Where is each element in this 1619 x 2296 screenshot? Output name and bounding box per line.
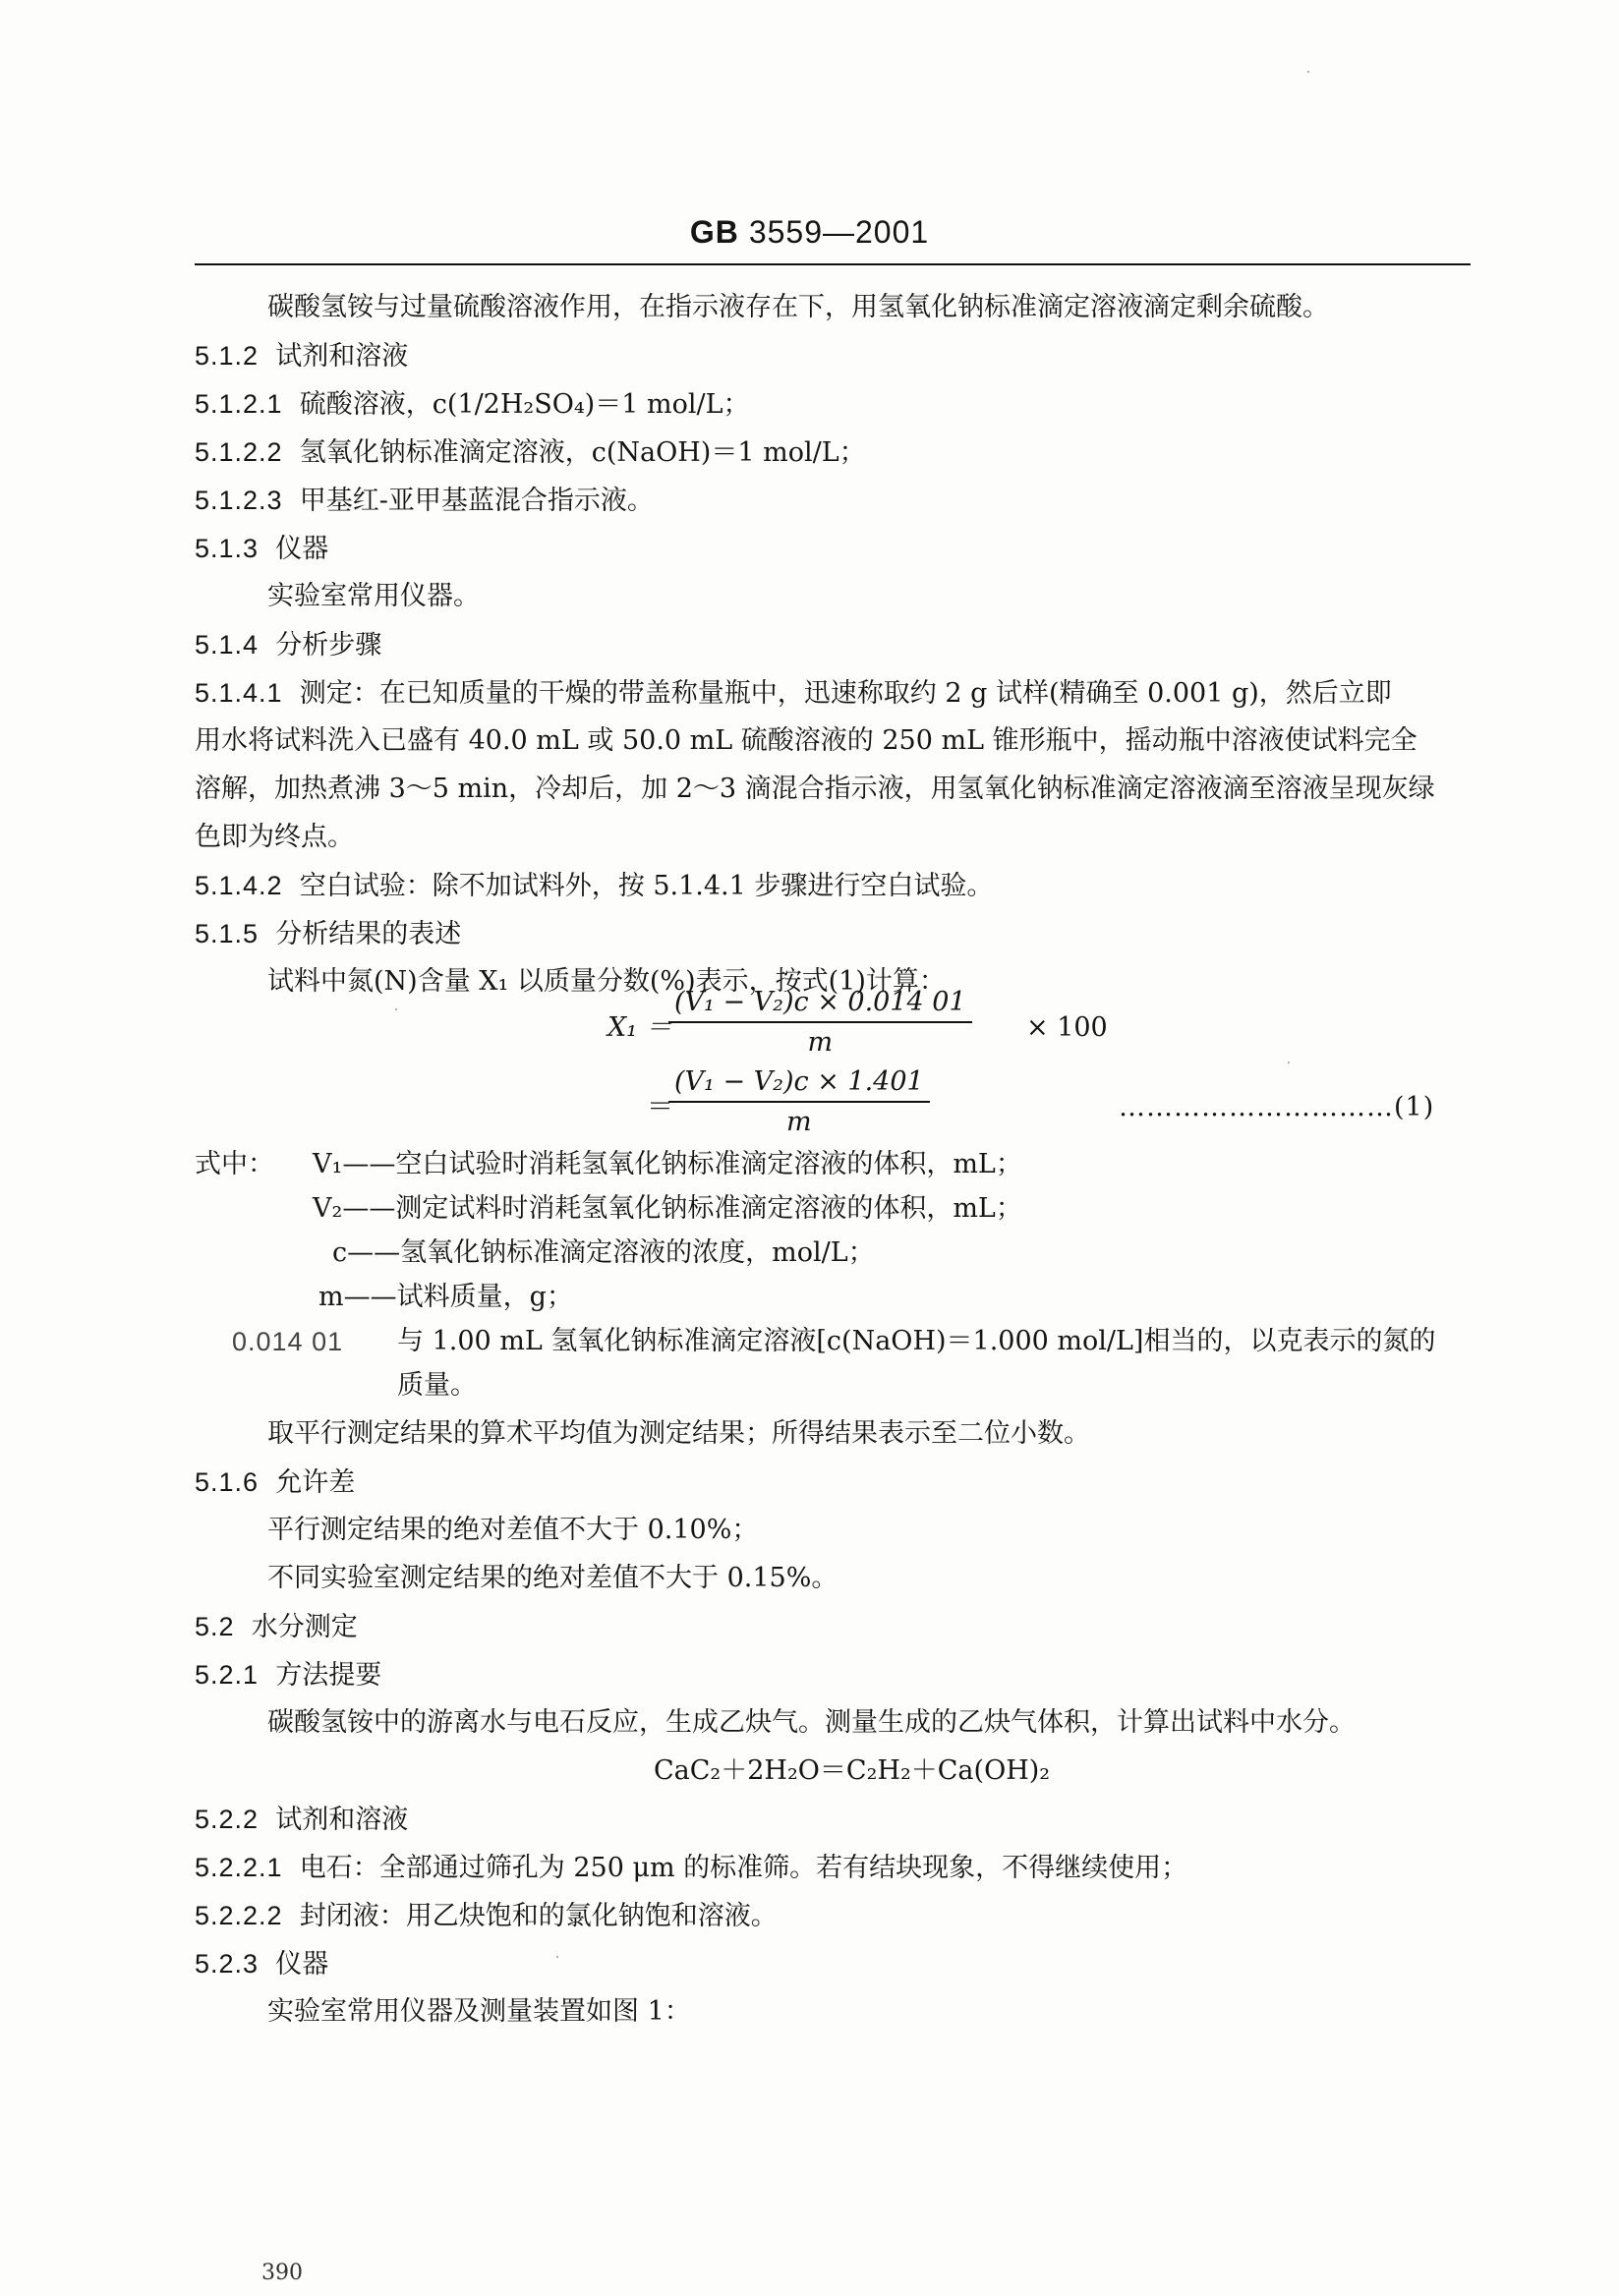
section-5-1-3 [195, 532, 328, 566]
where-v1: V₁——空白试验时消耗氢氧化钠标准滴定溶液的体积，mL； [313, 1149, 1022, 1179]
section-number: 5.1.4.2 [195, 871, 283, 900]
section-number: 5.1.4 [195, 630, 260, 660]
section-5-2-3-body: 实验室常用仪器及测量装置如图 1： [267, 1996, 691, 2027]
section-text: 空白试验：除不加试料外，按 5.1.4.1 步骤进行空白试验。 [299, 871, 994, 901]
section-text: 甲基红-亚甲基蓝混合指示液。 [299, 486, 654, 516]
scan-speck [1288, 1062, 1290, 1063]
where-v2: V₂——测定试料时消耗氢氧化钠标准滴定溶液的体积，mL； [313, 1193, 1022, 1224]
section-title: 水分测定 [251, 1612, 358, 1642]
section-title: 允许差 [275, 1467, 356, 1498]
formula-numerator-2: (V₁ − V₂)c × 1.401 [668, 1066, 930, 1103]
section-title: 分析结果的表述 [275, 919, 462, 949]
section-title: 仪器 [275, 1949, 329, 1980]
section-5-2-1 [195, 1658, 381, 1693]
section-number: 5.1.2.3 [195, 486, 283, 515]
section-5-2-2 [195, 1803, 408, 1837]
section-5-2 [195, 1610, 358, 1644]
section-5-1-6 [195, 1465, 355, 1500]
section-5-1-4 [195, 628, 381, 662]
section-number: 5.1.3 [195, 534, 260, 563]
section-text: 封闭液：用乙炔饱和的氯化钠饱和溶液。 [299, 1901, 778, 1931]
where-k-line2: 质量。 [397, 1370, 477, 1401]
section-text: 硫酸溶液，c(1/2H₂SO₄)＝1 mol/L； [299, 389, 750, 420]
formula-intro: 试料中氮(N)含量 X₁ 以质量分数(%)表示，按式(1)计算： [267, 966, 946, 997]
document-header [0, 214, 1619, 251]
section-title: 仪器 [275, 534, 329, 564]
formula-denominator-2: m [786, 1107, 812, 1137]
tolerance-line2: 不同实验室测定结果的绝对差值不大于 0.15%。 [267, 1563, 838, 1593]
section-title: 试剂和溶液 [275, 1805, 409, 1835]
where-k-symbol: 0.014 01 [232, 1327, 344, 1356]
method-summary-text: 碳酸氢铵与过量硫酸溶液作用，在指示液存在下，用氢氧化钠标准滴定溶液滴定剩余硫酸。 [267, 292, 1329, 322]
where-k-line1: 与 1.00 mL 氢氧化钠标准滴定溶液[c(NaOH)＝1.000 mol/L]相当的，以克表示的氮的 [397, 1326, 1436, 1356]
section-5-2-2-1 [195, 1851, 1187, 1885]
formula-lhs: X₁ ＝ [607, 1012, 672, 1043]
section-number: 5.1.5 [195, 919, 260, 948]
section-5-1-4-1-line3: 溶解，加热煮沸 3～5 min，冷却后，加 2～3 滴混合指示液，用氢氧化钠标准滴定溶液滴至溶液呈现灰绿 [195, 774, 1435, 804]
section-number: 5.2.2.1 [195, 1853, 283, 1882]
section-number: 5.2.2 [195, 1805, 260, 1834]
section-number: 5.1.6 [195, 1467, 260, 1497]
formula-fraction-2 [668, 1066, 930, 1137]
result-expression: 取平行测定结果的算术平均值为测定结果；所得结果表示至二位小数。 [267, 1418, 1090, 1449]
section-5-1-4-1-line2: 用水将试料洗入已盛有 40.0 mL 或 50.0 mL 硫酸溶液的 250 mL 锥形瓶中，摇动瓶中溶液使试料完全 [195, 725, 1417, 756]
section-5-1-5 [195, 917, 461, 951]
standard-prefix: GB [689, 214, 739, 250]
tolerance-line1: 平行测定结果的绝对差值不大于 0.10%； [267, 1515, 759, 1545]
section-number: 5.1.2.1 [195, 389, 283, 419]
reaction-equation: CaC₂＋2H₂O＝C₂H₂＋Ca(OH)₂ [654, 1755, 1051, 1786]
section-5-1-2-2 [195, 435, 866, 470]
header-rule [195, 263, 1471, 265]
scan-speck [395, 1008, 397, 1010]
section-title: 试剂和溶液 [275, 341, 409, 372]
scan-speck [556, 1956, 558, 1958]
formula-multiplier: × 100 [1026, 1012, 1108, 1043]
section-5-1-3-body: 实验室常用仪器。 [267, 581, 480, 611]
where-m: m——试料质量，g； [318, 1282, 573, 1312]
section-title: 方法提要 [275, 1660, 382, 1691]
where-label: 式中： [195, 1149, 274, 1179]
section-number: 5.2.3 [195, 1949, 260, 1979]
where-c: c——氢氧化钠标准滴定溶液的浓度，mol/L； [332, 1237, 875, 1268]
standard-number: 3559—2001 [748, 214, 930, 250]
scan-speck [1307, 71, 1309, 73]
section-number: 5.2.2.2 [195, 1901, 283, 1930]
section-5-2-1-body: 碳酸氢铵中的游离水与电石反应，生成乙炔气。测量生成的乙炔气体积，计算出试料中水分。 [267, 1707, 1356, 1738]
section-number: 5.2.1 [195, 1660, 260, 1690]
formula-numerator-1: (V₁ − V₂)c × 0.014 01 [668, 987, 972, 1023]
formula-reference: …………………………(1) [1119, 1092, 1435, 1122]
section-title: 分析步骤 [275, 630, 382, 660]
section-5-1-2 [195, 339, 408, 373]
section-5-1-4-1-line4: 色即为终点。 [195, 822, 354, 852]
formula-denominator-1: m [807, 1027, 834, 1058]
section-number: 5.2 [195, 1612, 235, 1641]
formula-fraction-1 [668, 987, 972, 1058]
formula-equals-2: ＝ [647, 1092, 673, 1122]
section-text: 测定：在已知质量的干燥的带盖称量瓶中，迅速称取约 2 g 试样(精确至 0.001 g)，然后立即 [299, 678, 1392, 709]
section-5-1-2-1 [195, 387, 750, 422]
section-number: 5.1.2 [195, 341, 260, 371]
section-5-1-4-2 [195, 869, 993, 903]
section-number: 5.1.2.2 [195, 437, 283, 467]
page-number: 390 [261, 2261, 303, 2285]
section-5-1-2-3 [195, 484, 654, 518]
section-text: 氢氧化钠标准滴定溶液，c(NaOH)＝1 mol/L； [299, 437, 866, 468]
section-text: 电石：全部通过筛孔为 250 μm 的标准筛。若有结块现象，不得继续使用； [299, 1853, 1188, 1883]
section-5-1-4-1 [195, 676, 1392, 711]
section-5-2-2-2 [195, 1899, 778, 1933]
section-number: 5.1.4.1 [195, 678, 283, 708]
section-5-2-3 [195, 1947, 328, 1981]
